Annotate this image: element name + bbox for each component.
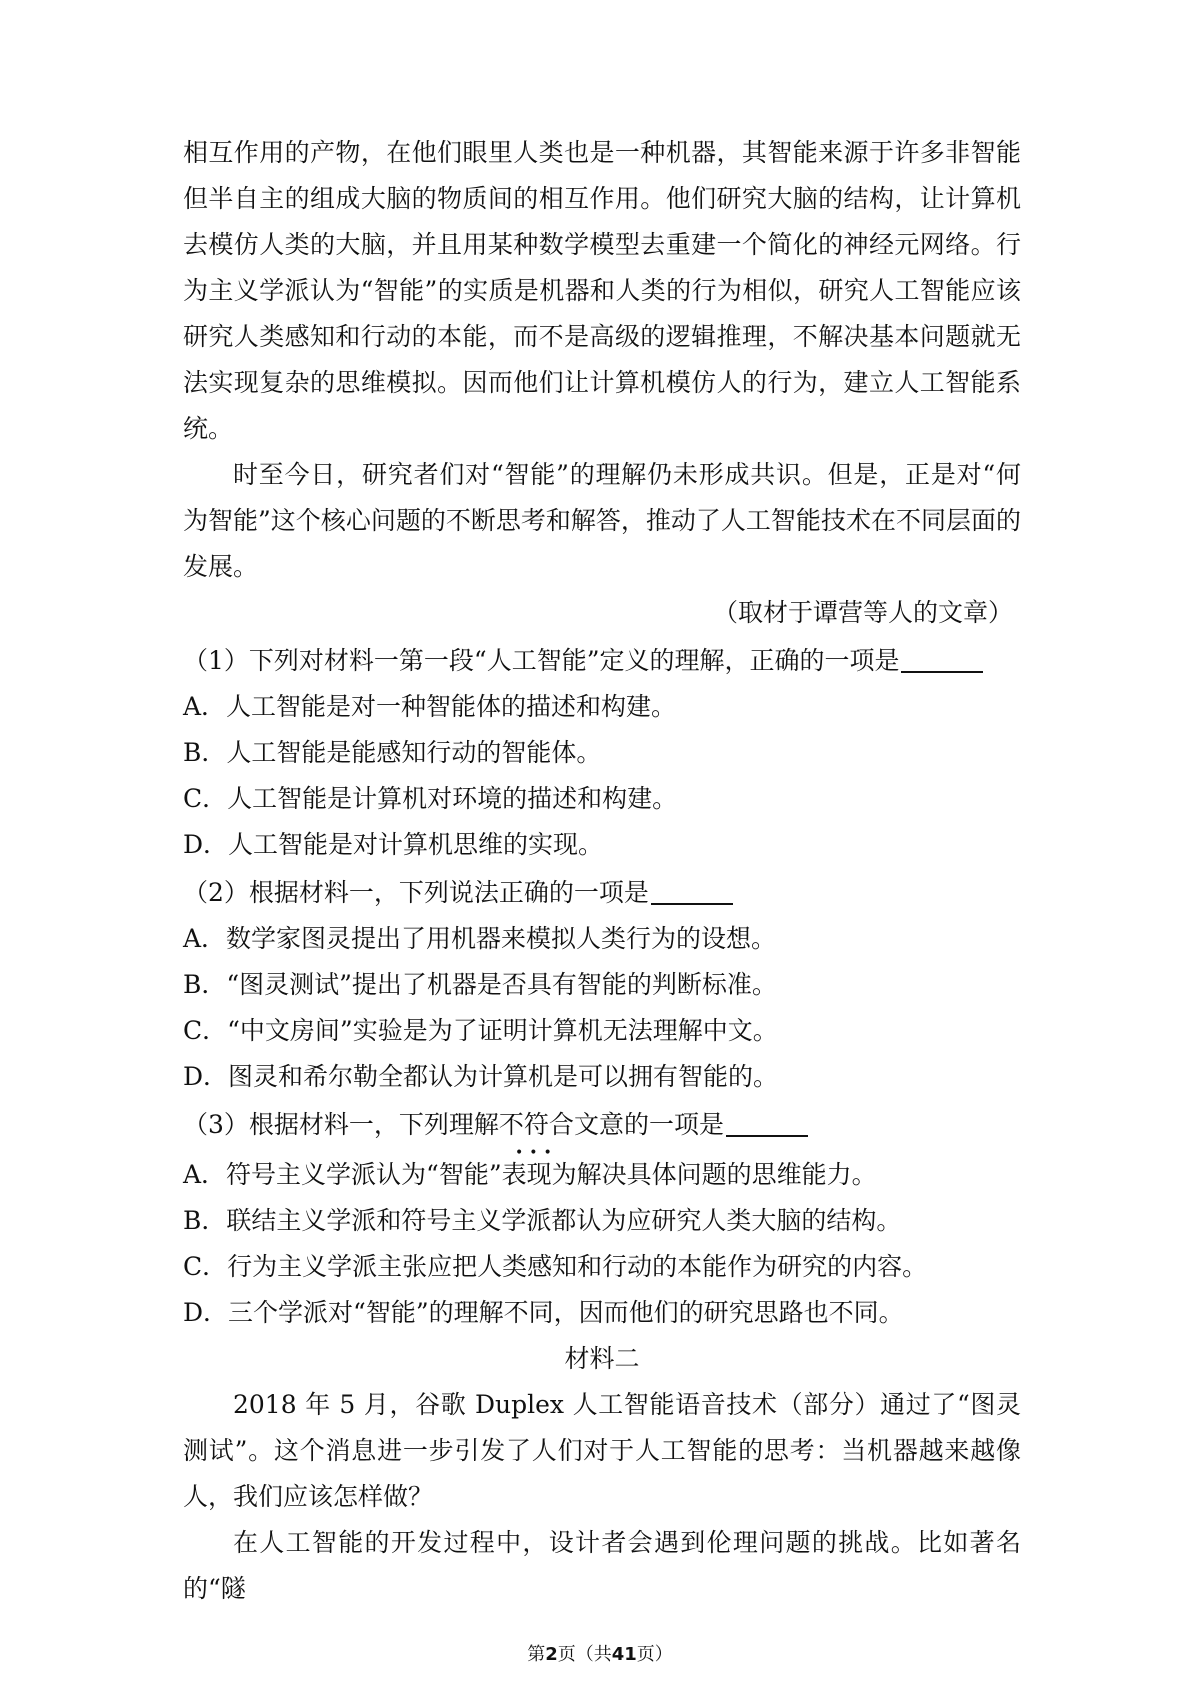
material2-paragraph: 2018 年 5 月，谷歌 Duplex 人工智能语音技术（部分）通过了“图灵测试”。这个消息进一步引发了人们对于人工智能的思考：当机器越来越像人，我们应该怎样做？ bbox=[183, 1390, 1021, 1511]
option-a: A．符号主义学派认为“智能”表现为解决具体问题的思维能力。 bbox=[183, 1160, 877, 1189]
question-stem: （3）根据材料一，下列理解不符合 ••• 文意的一项是 bbox=[183, 1102, 1021, 1148]
option-c: C．“中文房间”实验是为了证明计算机无法理解中文。 bbox=[183, 1016, 778, 1045]
material2-paragraph: 在人工智能的开发过程中，设计者会遇到伦理问题的挑战。比如著名的“隧 bbox=[183, 1528, 1021, 1603]
option-d: D．图灵和希尔勒全都认为计算机是可以拥有智能的。 bbox=[183, 1062, 779, 1091]
emphasis-dots: ••• bbox=[515, 1145, 558, 1161]
question-1 bbox=[183, 638, 1021, 868]
page-total: 41 bbox=[611, 1644, 637, 1665]
option-c: C．行为主义学派主张应把人类感知和行动的本能作为研究的内容。 bbox=[183, 1252, 928, 1281]
page-content bbox=[183, 130, 1021, 1612]
option-d: D．三个学派对“智能”的理解不同，因而他们的研究思路也不同。 bbox=[183, 1298, 904, 1327]
option-d: D．人工智能是对计算机思维的实现。 bbox=[183, 830, 604, 859]
page-number: 2 bbox=[545, 1644, 558, 1665]
answer-blank bbox=[901, 643, 983, 673]
question-3 bbox=[183, 1102, 1021, 1336]
option-b: B．人工智能是能感知行动的智能体。 bbox=[183, 738, 602, 767]
question-2 bbox=[183, 870, 1021, 1100]
source-citation: （取材于谭营等人的文章） bbox=[712, 598, 1013, 627]
material1-paragraph: 相互作用的产物，在他们眼里人类也是一种机器，其智能来源于许多非智能但半自主的组成大脑的物质间的相互作用。他们研究大脑的结构，让计算机去模仿人类的大脑，并且用某种数学模型去重建一个简化的神经元网络。行为主义学派认为“智能”的实质是机器和人类的行为相似，研究人工智能应该研究人类感知和行动的本能，而不是高级的逻辑推理，不解决基本问题就无法实现复杂的思维模拟。因而他们让计算机模仿人的行为，建立人工智能系统。 bbox=[183, 138, 1021, 443]
answer-blank bbox=[651, 875, 733, 905]
option-a: A．数学家图灵提出了用机器来模拟人类行为的设想。 bbox=[183, 924, 777, 953]
option-b: B．联结主义学派和符号主义学派都认为应研究人类大脑的结构。 bbox=[183, 1206, 902, 1235]
option-c: C．人工智能是计算机对环境的描述和构建。 bbox=[183, 784, 678, 813]
option-a: A．人工智能是对一种智能体的描述和构建。 bbox=[183, 692, 677, 721]
answer-blank bbox=[726, 1107, 808, 1137]
material2-title: 材料二 bbox=[564, 1344, 640, 1373]
question-stem: （1）下列对材料一第一段“人工智能”定义的理解，正确的一项是 bbox=[183, 638, 1021, 684]
emphasis-text: 不符合 ••• bbox=[498, 1110, 574, 1161]
option-b: B．“图灵测试”提出了机器是否具有智能的判断标准。 bbox=[183, 970, 777, 999]
material1-paragraph: 时至今日，研究者们对“智能”的理解仍未形成共识。但是，正是对“何为智能”这个核心问题的不断思考和解答，推动了人工智能技术在不同层面的发展。 bbox=[183, 460, 1021, 581]
page-footer: 第2页（共41页） bbox=[527, 1644, 673, 1665]
question-stem: （2）根据材料一，下列说法正确的一项是 bbox=[183, 870, 1021, 916]
